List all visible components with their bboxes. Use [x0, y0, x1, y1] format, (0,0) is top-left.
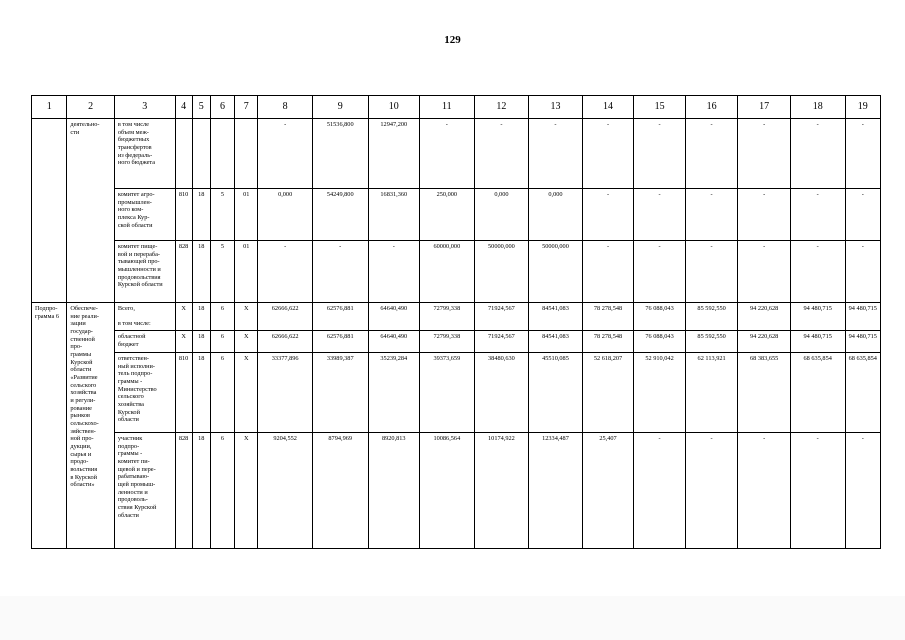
table-row — [32, 119, 881, 189]
value-cell: Х — [175, 331, 192, 353]
value-cell: 52 618,207 — [582, 353, 634, 433]
value-cell: - — [474, 119, 529, 189]
value-cell: 94 220,628 — [738, 331, 791, 353]
value-cell: - — [582, 119, 634, 189]
value-cell: 50000,000 — [529, 241, 583, 303]
value-cell: - — [368, 241, 420, 303]
table-row — [32, 303, 881, 331]
value-cell: - — [312, 241, 368, 303]
value-cell: 68 635,854 — [790, 353, 845, 433]
page-number: 129 — [444, 34, 461, 46]
scan-margin — [0, 596, 905, 640]
value-cell: 84541,083 — [529, 331, 583, 353]
value-cell: 54249,800 — [312, 189, 368, 241]
value-cell: 6 — [210, 433, 234, 549]
table-row — [32, 353, 881, 433]
value-cell: 0,000 — [529, 189, 583, 241]
header-row — [32, 96, 881, 119]
value-cell: - — [738, 433, 791, 549]
funding-source-cell: комитет агро- промышлен- ного ком- плекса Кур- ской области — [114, 189, 175, 241]
value-cell: 18 — [192, 353, 210, 433]
header-cell: 7 — [235, 96, 258, 119]
value-cell: - — [634, 119, 686, 189]
value-cell: 01 — [235, 189, 258, 241]
header-cell: 11 — [420, 96, 475, 119]
table-row — [32, 189, 881, 241]
value-cell: 62 113,921 — [685, 353, 738, 433]
value-cell: 76 088,043 — [634, 331, 686, 353]
value-cell: 5 — [210, 241, 234, 303]
value-cell: 9204,552 — [258, 433, 313, 549]
header-cell: 5 — [192, 96, 210, 119]
table-row — [32, 241, 881, 303]
header-cell: 13 — [529, 96, 583, 119]
program-name-cell: Обеспече- ние реали- зации государ- ственной про- граммы Курской области «Развитие сельского хозяйства и регули- рование рынков сельскохо- зяйствен- ной про- дукции, сырья и продо- вольствия в Курской области» — [67, 303, 115, 549]
value-cell: 12334,487 — [529, 433, 583, 549]
funding-source-cell: участник подпро- граммы - комитет пи- щевой и пере- рабатываю- щей промыш- ленности и продоволь- ствия Курской области — [114, 433, 175, 549]
value-cell: 0,000 — [258, 189, 313, 241]
value-cell: Х — [235, 303, 258, 331]
value-cell: - — [790, 189, 845, 241]
value-cell — [210, 119, 234, 189]
value-cell: 828 — [175, 241, 192, 303]
value-cell: - — [790, 433, 845, 549]
budget-table — [31, 95, 881, 549]
value-cell: 35239,284 — [368, 353, 420, 433]
value-cell: 72799,338 — [420, 303, 475, 331]
header-cell: 8 — [258, 96, 313, 119]
value-cell: - — [529, 119, 583, 189]
value-cell: 10174,922 — [474, 433, 529, 549]
value-cell — [235, 119, 258, 189]
value-cell: 33989,387 — [312, 353, 368, 433]
value-cell: 810 — [175, 189, 192, 241]
value-cell: 94 480,715 — [790, 303, 845, 331]
value-cell: 16831,360 — [368, 189, 420, 241]
value-cell: - — [738, 119, 791, 189]
value-cell: Х — [235, 353, 258, 433]
value-cell: 0,000 — [474, 189, 529, 241]
funding-source-cell: в том числе объем меж- бюджетных трансфертов из федераль- ного бюджета — [114, 119, 175, 189]
value-cell: 85 592,550 — [685, 303, 738, 331]
value-cell: - — [634, 433, 686, 549]
header-cell: 2 — [67, 96, 115, 119]
value-cell: 62576,881 — [312, 331, 368, 353]
value-cell: - — [685, 241, 738, 303]
value-cell: 828 — [175, 433, 192, 549]
value-cell: 50000,000 — [474, 241, 529, 303]
value-cell: 71924,567 — [474, 303, 529, 331]
header-cell: 12 — [474, 96, 529, 119]
header-cell: 19 — [845, 96, 881, 119]
value-cell: 64640,490 — [368, 303, 420, 331]
value-cell: 94 220,628 — [738, 303, 791, 331]
value-cell: 78 278,548 — [582, 303, 634, 331]
value-cell: 62576,881 — [312, 303, 368, 331]
value-cell: - — [582, 241, 634, 303]
value-cell: 45510,085 — [529, 353, 583, 433]
header-cell: 17 — [738, 96, 791, 119]
value-cell: 18 — [192, 303, 210, 331]
value-cell: 25,407 — [582, 433, 634, 549]
program-cell — [32, 119, 67, 303]
header-cell: 3 — [114, 96, 175, 119]
value-cell: - — [738, 189, 791, 241]
value-cell: - — [634, 189, 686, 241]
value-cell: 51536,800 — [312, 119, 368, 189]
funding-source-cell: Всего, в том числе: — [114, 303, 175, 331]
value-cell: 6 — [210, 303, 234, 331]
value-cell: 5 — [210, 189, 234, 241]
value-cell: 8794,969 — [312, 433, 368, 549]
value-cell: - — [634, 241, 686, 303]
value-cell: - — [685, 433, 738, 549]
value-cell: - — [738, 241, 791, 303]
value-cell: - — [790, 119, 845, 189]
funding-source-cell: областной бюджет — [114, 331, 175, 353]
header-cell: 10 — [368, 96, 420, 119]
value-cell: 6 — [210, 331, 234, 353]
value-cell: 33377,896 — [258, 353, 313, 433]
header-cell: 15 — [634, 96, 686, 119]
header-cell: 9 — [312, 96, 368, 119]
value-cell: 64640,490 — [368, 331, 420, 353]
value-cell: 18 — [192, 331, 210, 353]
value-cell: 52 910,042 — [634, 353, 686, 433]
value-cell: 18 — [192, 241, 210, 303]
header-cell: 18 — [790, 96, 845, 119]
value-cell: 76 088,043 — [634, 303, 686, 331]
value-cell: - — [845, 119, 881, 189]
value-cell: 85 592,550 — [685, 331, 738, 353]
program-cell: Подпро- грамма 6 — [32, 303, 67, 549]
value-cell: - — [845, 241, 881, 303]
value-cell: 250,000 — [420, 189, 475, 241]
value-cell: 01 — [235, 241, 258, 303]
value-cell: Х — [235, 331, 258, 353]
value-cell: - — [258, 241, 313, 303]
value-cell: 94 480,715 — [845, 331, 881, 353]
value-cell: 72799,338 — [420, 331, 475, 353]
header-cell: 4 — [175, 96, 192, 119]
value-cell: 6 — [210, 353, 234, 433]
value-cell: Х — [175, 303, 192, 331]
header-cell: 14 — [582, 96, 634, 119]
value-cell: - — [258, 119, 313, 189]
table-row — [32, 433, 881, 549]
value-cell: - — [845, 189, 881, 241]
header-cell: 16 — [685, 96, 738, 119]
value-cell: - — [420, 119, 475, 189]
value-cell: 12947,200 — [368, 119, 420, 189]
value-cell: 68 635,854 — [845, 353, 881, 433]
value-cell: - — [582, 189, 634, 241]
value-cell: 94 480,715 — [845, 303, 881, 331]
value-cell: 84541,083 — [529, 303, 583, 331]
value-cell: 8920,813 — [368, 433, 420, 549]
value-cell — [175, 119, 192, 189]
funding-source-cell: комитет пище- вой и перераба- тывающей про- мышленности и продовольствия Курской области — [114, 241, 175, 303]
funding-source-cell: ответствен- ный исполни- тель подпро- граммы - Министерство сельского хозяйства Курской области — [114, 353, 175, 433]
value-cell: 62666,622 — [258, 331, 313, 353]
value-cell: - — [790, 241, 845, 303]
value-cell — [192, 119, 210, 189]
value-cell: 810 — [175, 353, 192, 433]
value-cell: - — [845, 433, 881, 549]
value-cell: 39373,659 — [420, 353, 475, 433]
value-cell: Х — [235, 433, 258, 549]
value-cell: - — [685, 119, 738, 189]
value-cell: 60000,000 — [420, 241, 475, 303]
value-cell: 10086,564 — [420, 433, 475, 549]
value-cell: 18 — [192, 433, 210, 549]
table-row — [32, 331, 881, 353]
value-cell: 62666,622 — [258, 303, 313, 331]
value-cell: 71924,567 — [474, 331, 529, 353]
program-name-cell: деятельно- сти — [67, 119, 115, 303]
value-cell: 78 278,548 — [582, 331, 634, 353]
value-cell: 18 — [192, 189, 210, 241]
value-cell: 68 383,655 — [738, 353, 791, 433]
value-cell: 38480,630 — [474, 353, 529, 433]
value-cell: - — [685, 189, 738, 241]
header-cell: 1 — [32, 96, 67, 119]
header-cell: 6 — [210, 96, 234, 119]
value-cell: 94 480,715 — [790, 331, 845, 353]
